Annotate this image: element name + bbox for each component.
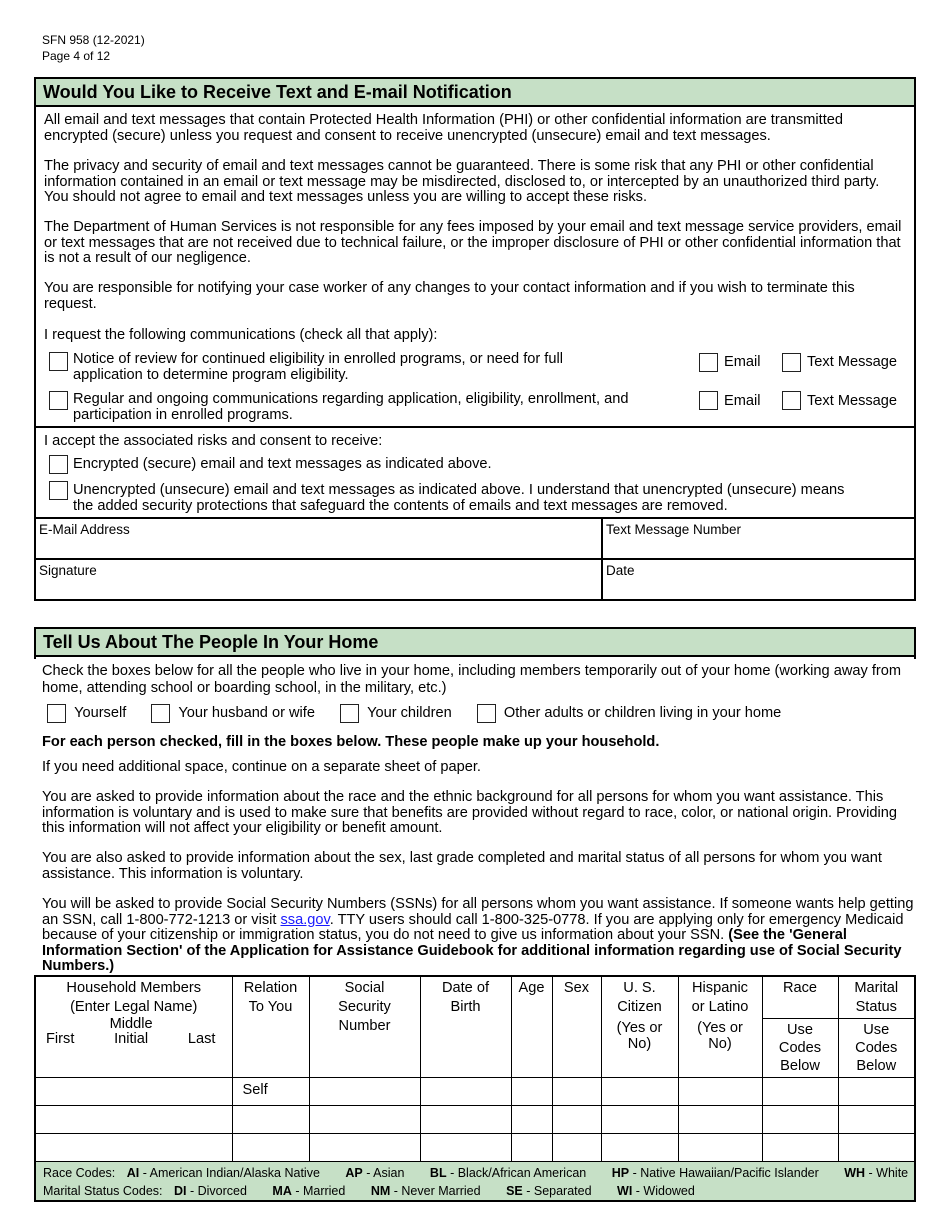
people-title: Tell Us About The People In Your Home (36, 629, 914, 657)
notification-title: Would You Like to Receive Text and E-mail Notification (36, 79, 914, 107)
header-text: Citizen (617, 999, 662, 1015)
code-desc: - Widowed (632, 1184, 695, 1198)
header-text: or Latino (691, 999, 749, 1015)
table-row (36, 1105, 914, 1133)
notification-section (34, 77, 916, 601)
divider (36, 517, 914, 519)
cell[interactable] (678, 1133, 762, 1161)
request-intro: I request the following communications (check all that apply): (44, 327, 438, 343)
option2-line1: Regular and ongoing communications regarding application, eligibility, enrollment, and (73, 391, 629, 407)
option1-line2: application to determine program eligibility. (73, 366, 349, 383)
header-text: Hispanic (692, 980, 748, 996)
cell[interactable] (420, 1105, 511, 1133)
cell[interactable] (232, 1105, 309, 1133)
cell[interactable] (511, 1077, 552, 1105)
option2-line2: participation in enrolled programs. (73, 406, 293, 423)
cell[interactable] (552, 1077, 601, 1105)
header-text: (Yes or (616, 1020, 663, 1036)
option2-label (73, 392, 628, 423)
spouse-checkbox[interactable] (151, 704, 170, 723)
code: WH (844, 1166, 866, 1180)
page-number: Page 4 of 12 (42, 49, 111, 63)
header-text: Use (787, 1022, 813, 1038)
code-desc: - Black/African American (446, 1166, 587, 1180)
cell[interactable] (511, 1133, 552, 1161)
email-address-field[interactable]: E-Mail Address (39, 522, 130, 537)
option1-checkbox[interactable] (49, 352, 68, 371)
form-number: SFN 958 (12-2021) (42, 33, 145, 47)
option2-email-label: Email (724, 393, 761, 409)
code: DI (173, 1184, 187, 1198)
code-desc: - Native Hawaiian/Pacific Islander (629, 1166, 819, 1180)
option1-text-label: Text Message (807, 354, 898, 370)
space-note: If you need additional space, continue on a separate sheet of paper. (42, 759, 481, 775)
col-hispanic (678, 977, 762, 1077)
col-relation (232, 977, 309, 1077)
code: AP (345, 1166, 363, 1180)
header-text: Household Members (66, 980, 202, 996)
header-text: To You (248, 999, 293, 1015)
header-text: Codes (778, 1040, 822, 1056)
other-checkbox[interactable] (477, 704, 496, 723)
household-table (36, 977, 914, 1162)
option1-line1: Notice of review for continued eligibility in enrolled programs, or need for full (73, 351, 563, 367)
col-ssn (309, 977, 420, 1077)
divider (36, 558, 914, 560)
code-desc: - Divorced (186, 1184, 247, 1198)
code: SE (506, 1184, 523, 1198)
header-text: Relation (243, 980, 298, 996)
header-text: U. S. (623, 980, 656, 996)
option1-text-checkbox[interactable] (782, 353, 801, 372)
cell[interactable] (762, 1105, 838, 1133)
privacy-paragraph: The privacy and security of email and text messages cannot be guaranteed. There is some risk that any PHI or other confidential information contained in an email or text message may be misdirected, disclosed to, or intercepted by an unauthorized third party. You should not agree to email and text messages unless you are willing to accept these risks. (44, 158, 880, 205)
race-codes-label: Race Codes: (43, 1166, 116, 1180)
header-text: Social (344, 980, 385, 996)
unencrypted-line1: Unencrypted (unsecure) email and text messages as indicated above. I understand that unencrypted (unsecure) means (73, 482, 845, 498)
field-divider (601, 517, 603, 601)
code-desc: - Never Married (390, 1184, 481, 1198)
col-marital (838, 977, 914, 1077)
option2-text-checkbox[interactable] (782, 391, 801, 410)
col-race (762, 977, 838, 1077)
race-codes (43, 1164, 914, 1182)
signature-field[interactable]: Signature (39, 563, 97, 578)
cell[interactable] (309, 1077, 420, 1105)
yourself-checkbox[interactable] (47, 704, 66, 723)
divider (36, 426, 914, 428)
responsibility-paragraph: You are responsible for notifying your case worker of any changes to your contact information and if you wish to terminate this request. (44, 280, 855, 312)
ssa-gov-link[interactable]: ssa.gov (280, 911, 330, 928)
table-row (36, 1133, 914, 1161)
sex-paragraph: You are also asked to provide information about the sex, last grade completed and marital status of all persons for whom you want assistance. This information is voluntary. (42, 850, 882, 882)
ssn-text-a: You will be asked to provide Social Security Numbers (SSNs) for all persons whom you want assistance. If someone wants help getting an SSN, call 1-800-772-1213 or visit (42, 896, 914, 928)
code: HP (611, 1166, 630, 1180)
people-section-header (34, 627, 916, 659)
children-label: Your children (367, 705, 452, 722)
header-text: Race (763, 977, 838, 1019)
text-number-field[interactable]: Text Message Number (606, 522, 742, 537)
cell[interactable] (838, 1105, 914, 1133)
table-row (36, 1077, 914, 1105)
cell[interactable] (678, 1105, 762, 1133)
header-text: Codes (855, 1040, 898, 1056)
option1-label (73, 352, 563, 383)
encryption-paragraph: All email and text messages that contain Protected Health Information (PHI) or other confidential information are transmitted encrypted (secure) unless you request and consent to receive unencrypted (unsecure) email and text messages. (44, 112, 843, 144)
header-text: Sex (563, 980, 590, 996)
header-text: Date of (441, 980, 490, 996)
marital-codes (43, 1182, 914, 1200)
code-desc: - Married (291, 1184, 346, 1198)
cell[interactable] (838, 1077, 914, 1105)
col-household-members (36, 977, 232, 1077)
header-initial: Initial (114, 1031, 149, 1047)
cell[interactable] (838, 1133, 914, 1161)
cell[interactable] (36, 1133, 232, 1161)
header-first: First (46, 1031, 75, 1047)
code: MA (272, 1184, 292, 1198)
header-text: Use (863, 1022, 890, 1038)
unencrypted-line2: the added security protections that safeguard the contents of emails and text messages are removed. (73, 497, 728, 514)
marital-codes-label: Marital Status Codes: (43, 1184, 163, 1198)
cell[interactable] (232, 1133, 309, 1161)
cell[interactable] (601, 1105, 678, 1133)
col-sex (552, 977, 601, 1077)
children-checkbox[interactable] (340, 704, 359, 723)
header-middle: Middle (109, 1016, 153, 1032)
header-text: Age (518, 980, 545, 996)
cell[interactable] (762, 1077, 838, 1105)
header-text: (Enter Legal Name) (70, 999, 198, 1015)
option2-email-checkbox[interactable] (699, 391, 718, 410)
date-field[interactable]: Date (606, 563, 635, 578)
spouse-label: Your husband or wife (178, 705, 315, 722)
col-dob (420, 977, 511, 1077)
code-desc: - Asian (362, 1166, 405, 1180)
option1-email-label: Email (724, 354, 761, 370)
unencrypted-label (73, 483, 844, 514)
fees-paragraph: The Department of Human Services is not responsible for any fees imposed by your email and text message service providers, email or text messages that are not received due to technical failure, or the improper disclosure of PHI or other confidential information that is not a result of our negligence. (44, 219, 902, 266)
header-text: No) (708, 1036, 732, 1052)
header-text: Marital (854, 980, 899, 996)
header-text: Status (855, 999, 897, 1015)
col-age (511, 977, 552, 1077)
cell[interactable] (420, 1133, 511, 1161)
encrypted-checkbox[interactable] (49, 455, 68, 474)
yourself-label: Yourself (74, 705, 127, 722)
code: AI (126, 1166, 140, 1180)
cell[interactable] (678, 1077, 762, 1105)
cell[interactable] (601, 1077, 678, 1105)
encrypted-label: Encrypted (secure) email and text messages as indicated above. (73, 456, 492, 472)
cell[interactable] (552, 1133, 601, 1161)
header-text: Security (338, 999, 391, 1015)
people-options (47, 704, 781, 723)
header-text: No) (627, 1036, 652, 1052)
code-desc: - American Indian/Alaska Native (139, 1166, 320, 1180)
accept-intro: I accept the associated risks and consent to receive: (44, 433, 383, 449)
cell[interactable] (552, 1105, 601, 1133)
col-citizen (601, 977, 678, 1077)
option2-checkbox[interactable] (49, 391, 68, 410)
option2-text-label: Text Message (807, 393, 898, 409)
header-text: (Yes or (697, 1020, 743, 1036)
option1-email-checkbox[interactable] (699, 353, 718, 372)
header-text: Below (780, 1058, 820, 1074)
other-label: Other adults or children living in your home (503, 705, 782, 722)
unencrypted-checkbox[interactable] (49, 481, 68, 500)
code: WI (617, 1184, 633, 1198)
code: NM (370, 1184, 391, 1198)
cell[interactable] (309, 1105, 420, 1133)
ssn-guidebook-note: (See the 'General Information Section' of the Application for Assistance Guidebook for additional information regarding use of Social Security Numbers.) (42, 927, 902, 974)
code-desc: - Separated (522, 1184, 592, 1198)
cell[interactable] (762, 1133, 838, 1161)
header-text: Number (338, 1018, 391, 1034)
cell[interactable] (511, 1105, 552, 1133)
cell[interactable] (36, 1077, 232, 1105)
codes-legend (36, 1161, 914, 1200)
header-text: Below (856, 1058, 897, 1074)
cell[interactable] (36, 1105, 232, 1133)
ssn-paragraph (42, 897, 916, 975)
cell[interactable] (420, 1077, 511, 1105)
code-desc: - White (865, 1166, 909, 1180)
cell[interactable] (309, 1133, 420, 1161)
race-paragraph: You are asked to provide information about the race and the ethnic background for all persons for whom you want assistance. This information is voluntary and is used to make sure that benefits are provided without regard to race, color, or national origin. Providing this information will not affect your eligibility or benefit amount. (42, 789, 898, 836)
cell[interactable] (601, 1133, 678, 1161)
household-note: For each person checked, fill in the boxes below. These people make up your household. (42, 734, 660, 750)
code: BL (429, 1166, 447, 1180)
ssn-text-b: . TTY users should call 1-800-325-0778. If you are applying only for emergency Medicaid because of your citizenship or immigration status, you do not need to give us information about your SSN. (42, 911, 904, 943)
cell[interactable]: Self (232, 1077, 309, 1105)
people-intro: Check the boxes below for all the people who live in your home, including members temporarily out of your home (working away from home, attending school or boarding school, in the military, etc.) (42, 663, 902, 696)
household-table-wrapper (34, 975, 916, 1202)
header-last: Last (187, 1031, 216, 1047)
header-text: Birth (450, 999, 481, 1015)
